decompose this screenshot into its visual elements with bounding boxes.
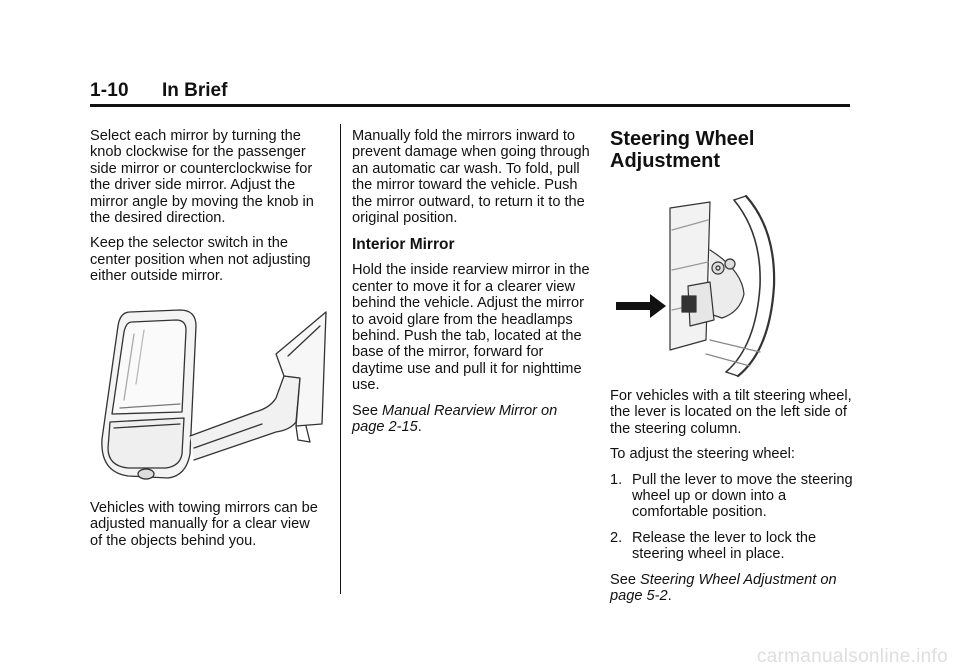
step-number: 2. <box>610 529 623 546</box>
page-header <box>90 80 850 106</box>
list-item <box>610 472 855 521</box>
paragraph-selector-switch: Keep the selector switch in the center position when not adjusting either outside mirror. <box>90 235 311 285</box>
see-suffix: . <box>417 419 422 436</box>
column-left-caption <box>90 500 325 558</box>
steering-wheel-illustration <box>610 190 780 378</box>
step-text: Release the lever to lock the steering wheel in place. <box>632 529 817 563</box>
paragraph-fold-mirrors: Manually fold the mirrors inward to prevent damage when going through an automatic car wash. To fold, pull the mirror toward the vehicle. Push the mirror outward, to return it to the original position. <box>352 128 590 227</box>
see-prefix: See <box>352 402 378 419</box>
step-number: 1. <box>610 471 623 488</box>
column-middle <box>352 128 590 445</box>
see-suffix: . <box>667 588 672 605</box>
paragraph-interior-mirror: Hold the inside rearview mirror in the center to move it for a clearer view behind the vehicle. Adjust the mirror to avoid glare from the headlamps behind. Push the tab, located at the base of the mirror, forward for daytime use and pull it for nighttime use. <box>352 262 590 394</box>
column-left <box>90 128 325 294</box>
adjustment-steps <box>610 472 855 563</box>
paragraph-tilt-steering: For vehicles with a tilt steering wheel, the lever is located on the left side of the steering column. <box>610 388 852 437</box>
see-reference-steering <box>610 572 855 605</box>
reference-link-steering-wheel-adjustment[interactable]: Steering Wheel Adjustment on page 5-2 <box>610 571 837 605</box>
heading-steering-wheel-adjustment: Steering Wheel Adjustment <box>610 128 755 172</box>
header-rule <box>90 104 850 107</box>
paragraph-mirror-select: Select each mirror by turning the knob clockwise for the passenger side mirror or counterclockwise for the driver side mirror. Adjust the mirror angle by moving the knob in the desired direction. <box>90 128 314 227</box>
column-divider <box>340 124 341 594</box>
column-right <box>610 128 855 183</box>
towing-mirror-illustration <box>90 304 328 484</box>
paragraph-adjust-intro: To adjust the steering wheel: <box>610 446 795 463</box>
section-title: In Brief <box>162 80 228 101</box>
column-right-body <box>610 388 855 613</box>
list-item <box>610 530 855 563</box>
paragraph-towing-mirror-caption: Vehicles with towing mirrors can be adjusted manually for a clear view of the objects behind you. <box>90 500 318 549</box>
heading-interior-mirror: Interior Mirror <box>352 236 455 254</box>
watermark: carmanualsonline.info <box>756 646 948 667</box>
step-text: Pull the lever to move the steering wheel up or down into a comfortable position. <box>632 471 853 521</box>
see-prefix: See <box>610 571 636 588</box>
see-reference-mirror <box>352 403 590 436</box>
reference-link-manual-rearview-mirror[interactable]: Manual Rearview Mirror on page 2-15 <box>352 402 558 436</box>
page-number: 1-10 <box>90 80 129 101</box>
lever-arrow-icon <box>616 294 666 318</box>
